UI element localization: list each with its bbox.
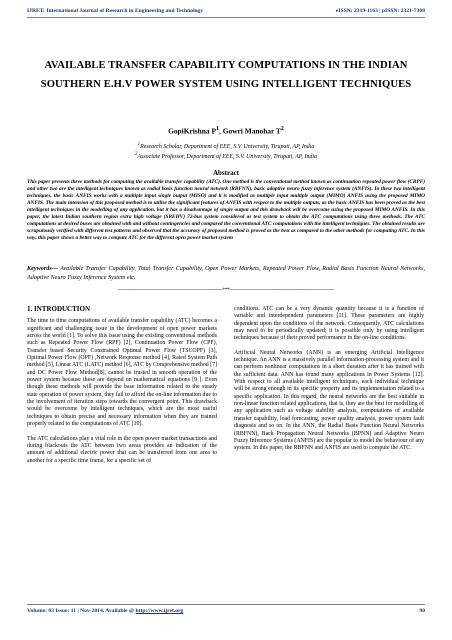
journal-issn: eISSN: 2319-1163 | pISSN: 2321-7308 [335, 8, 425, 14]
affiliation-1: $^1$Research Scholar, Department of EEE, S.V. University, Tirupati, AP, India [137, 142, 315, 150]
keywords-label: Keywords— [27, 265, 58, 272]
author-line [27, 126, 425, 135]
page-number: 90 [419, 608, 425, 614]
abstract-text: This paper presents three methods for computing the available transfer capability (ATC). One method is the conventional method known as continuation repeated power flow (CRPF) and other two are the intelligent techniques known as radial basis function neural network (RBFNN), basic adaptive neuro fuzzy inference system (ANFIS). In these two intelligent techniques, the basic ANFIS works with a multiple input single output (MISO) and it is modified as multiple input multiple output (MIMO) ANFIS using the proposed MIMO ANFIS. The main intension of this proposed method is to utilise the significant features of ANFIS with respect to the multiple outputs, as the basic ANFIS has been proved as the best intelligent techniques in the modelling of any application, but it has a disadvantage of single output and this drawback will be overcome using the proposed MIMO ANFIS. In this paper, the latest Indian southern region extra high voltage (SREHV) 72-bus system considered as test system to obtain the ATC computations using three methods. The ATC computations at desired buses are obtained with and without contingencies and compared the conventional ATC computations with the intelligent techniques. The obtained results are scrupulously verified with different test patterns and observed that the accuracy of proposed method is proved as the best as compared to the other methods for computing ATC. In this way, this paper shows a better way to compute ATC for the different open power market system [27, 179, 425, 242]
intro-paragraph-4: Artificial Neural Networks (ANN) is an emerging Artificial Intelligence technique. An ANN is a massively parallel information-processing system and it can perform nonlinear computations in a short duration after it has trained with the sufficient data. ANN has found many applications in Power Systems [12]. With respect to all available intelligent techniques, each individual technique will be strong enough in its specific property and its implementation related to a specific application. In this regard, the neural networks are the best suitable in non-linear function related applications, that is, they are the best for modelling of any application such as voltage stability analysis, computations of available transfer capability, load forecasting, power quality analysis, power system fault diagnosis and so on. In the ANN, the Radial Basis Function Neural Networks (RBFNN), Back Propagation Neural Networks (BPNN) and Adaptive Neuro Fuzzy Inference Systems (ANFIS) are the popular to model the behaviour of any system. In this paper, the RBFNN and ANFIS are used to compute the ATC. [234, 349, 424, 452]
abstract-heading: Abstract [212, 169, 240, 177]
left-column [27, 306, 217, 472]
author-1-sup: 1 [215, 126, 220, 132]
page-footer [27, 604, 425, 614]
keywords [27, 265, 425, 282]
affiliations [27, 141, 425, 161]
keywords-text: Available Transfer Capability, Total Transfer Capability, Open Power Markets, Repeated Power Flow, Radial Basis Function Neural Networks, Adaptive Neuro Fuzzy Inference System etc. [27, 265, 425, 281]
author-2-sup: 2 [280, 126, 284, 132]
journal-link[interactable]: http://www.ijret.org [135, 608, 184, 614]
footer-volume: Volume: 03 Issue: 11 | Nov-2014, Available @ http://www.ijret.org [27, 608, 184, 614]
section-heading-introduction: 1. INTRODUCTION [27, 305, 91, 313]
intro-paragraph-3: conditions. ATC can be a very dynamic quantity because it is a function of variable and interdependent parameters [11]. These parameters are highly dependent upon the conditions of the network. Consequently, ATC calculations may need to be periodically updated; it is possible only by using intelligent techniques because of their proved performance in the on-line conditions. [234, 306, 424, 342]
right-column [234, 306, 424, 460]
author-2: Gowri Manohar T [222, 126, 281, 136]
journal-header [27, 8, 425, 18]
journal-name: IJRET: International Journal of Research in Engineering and Technology [27, 8, 204, 14]
author-separator: , [219, 126, 223, 136]
intro-paragraph-1: The time to time computations of available transfer capability (ATC) becomes a significant and challenging issue in the development of open power markets across the world [1]. To solve this issue using the existing conventional methods such as Repeated Power Flow (RPF) [2], Continuation Power Flow (CPF), Transfer based Security Constrained Optimal Power Flow (TSCOPF) [3], Optimal Power Flow (OPF) ,Network Response method [4], Rated System Path method [5], Linear ATC (LATC) method [6], ATC by Comprehensive method [7] and DC Power Flow Method[8], cannot be trusted in smooth operation of the power system because these are depend on mathematical equations [9 ]. Even though these methods will provide the base information related to the steady state operation of power system, they fail to afford the on-line information due to the involvement of iteration steps towards the convergent point. This drawback would be overcome by intelligent techniques, which are the most useful techniques to obtain precise and necessary information when they are trained properly related to the computations of ATC [10]. [27, 318, 217, 428]
affiliation-2: $^2$Associate Professor, Department of EEE, S.V. University, Tirupati, AP, India [135, 152, 317, 161]
intro-paragraph-2: The ATC calculations play a vital role in the open power market transactions and during blackouts the ATC between two areas provides an indication of the amount of additional electric power that can be transferred from one area to another for a specific time frame, for a specific set of [27, 435, 217, 464]
section-separator: ----------------------------------------------------------------------***---------------------------------------------------------------------- [117, 287, 335, 293]
paper-title: AVAILABLE TRANSFER CAPABILITY COMPUTATIONS IN THE INDIAN SOUTHERN E.H.V POWER SYSTEM USING INTELLIGENT TECHNIQUES [40, 60, 412, 90]
author-1: GopiKrishna P [168, 126, 216, 136]
